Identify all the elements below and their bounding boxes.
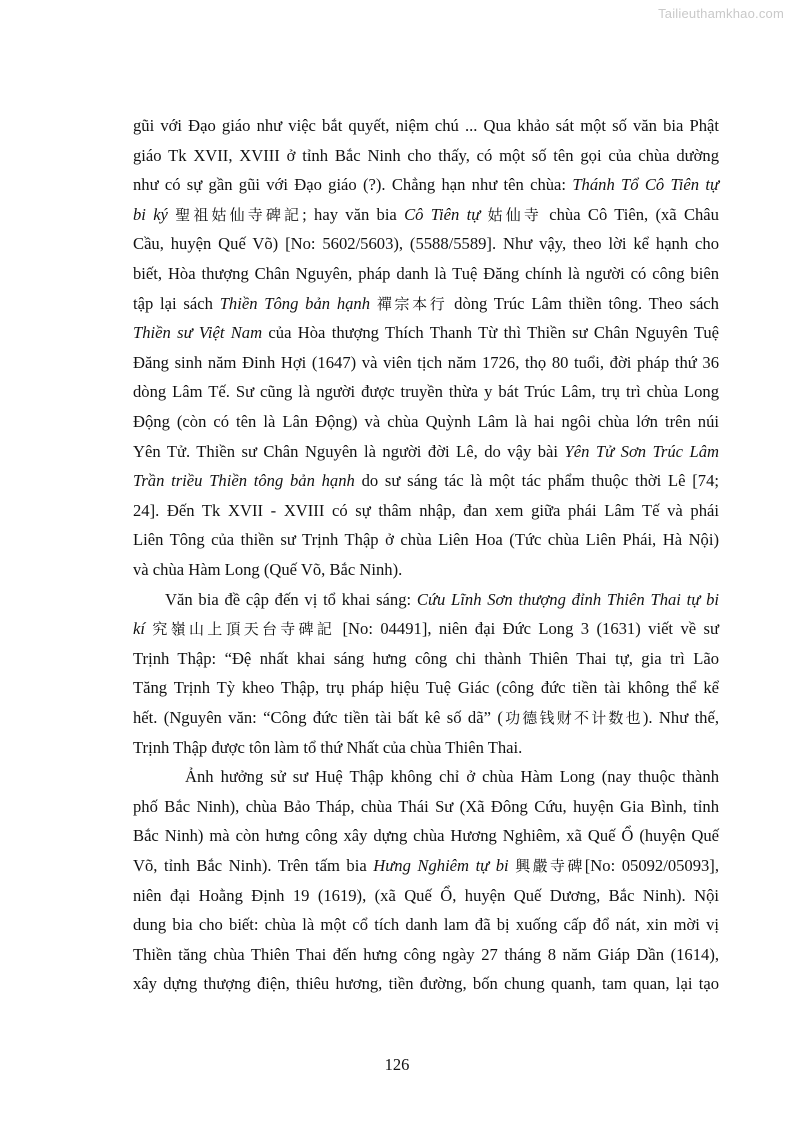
text-run: Ảnh hưởng sử sư Huệ Thập không chỉ ở chùa Hàm Long (nay thuộc thành [185,767,719,787]
text-run: như có sự gần gũi với Đạo giáo (?). Chẳng hạn như tên chùa: [133,175,573,195]
text-run: gũi với Đạo giáo như việc bắt quyết, niệm chú ... Qua khảo sát một số văn bia Phật [133,116,719,135]
text-run: xây dựng thượng điện, thiêu hương, tiền đường, bốn chung quanh, tam quan, lại tạo [133,974,719,994]
text-line [133,229,719,259]
italic-title: Thiền Tông bản hạnh [219,293,371,313]
han-nom-text: 興嚴寺碑 [515,857,585,875]
text-line [133,614,719,644]
page-number: 126 [384,1055,410,1074]
text-line [133,466,719,496]
text-line [133,703,719,733]
text-run: chùa Cô Tiên, (xã Châu [541,204,719,224]
text-run: Đăng sinh năm Đinh Hợi (1647) và viên tịch năm 1726, thọ 80 tuổi, đời pháp thứ 36 [133,352,719,372]
text-line [133,792,719,822]
text-line [133,437,719,467]
text-run: Bắc Ninh) mà còn hưng công xây dựng chùa Hương Nghiêm, xã Quế Ổ (huyện Quế [133,826,719,846]
text-line [133,851,719,881]
text-line [133,200,719,230]
text-run: Võ, tỉnh Bắc Ninh). Trên tấm bia [133,856,374,875]
italic-title: Thiền sư Việt Nam [133,323,263,343]
text-run: của Hòa thượng Thích Thanh Từ thì Thiền sư Chân Nguyên Tuệ [262,323,719,343]
watermark: Tailieuthamkhao.com [658,6,784,21]
text-run [480,205,487,224]
italic-title: Cô Tiên tự [404,204,481,224]
text-line [133,644,719,674]
text-run: Liên Tông của thiền sư Trịnh Thập ở chùa Liên Hoa (Tức chùa Liên Phái, Hà Nội) [133,530,719,550]
text-line [133,348,719,378]
text-run: [No: 04491], niên đại Đức Long 3 (1631) viết về sư [335,619,719,639]
text-line [133,289,719,319]
text-run: biết, Hòa thượng Chân Nguyên, pháp danh là Tuệ Đăng chính là người có công biên [133,264,719,283]
text-line [133,525,719,555]
text-run: ; hay văn bia [302,204,405,224]
text-line [133,170,719,200]
text-run: giáo Tk XVII, XVIII ở tỉnh Bắc Ninh cho thấy, có một số tên gọi của chùa dường [133,145,719,165]
text-line [133,496,719,526]
text-run: niên đại Hoằng Định 19 (1619), (xã Quế Ổ, huyện Quế Dương, Bắc Ninh). Nội [133,885,719,905]
text-run: Cầu, huyện Quế Võ) [No: 5602/5603), (5588/5589]. Như vậy, theo lời kể hạnh cho [133,234,719,254]
text-run: do sư sáng tác là một tác phẩm thuộc thời Lê [74; [354,471,719,491]
text-line [133,940,719,970]
text-run: dòng Trúc Lâm thiền tông. Theo sách [447,293,719,313]
italic-title: Thánh Tổ Cô Tiên tự [572,175,719,195]
text-run: dung bia cho biết: chùa là một cổ tích danh lam đã bị xuống cấp đổ nát, xin mời vị [133,915,719,935]
text-run: Trịnh Thập được tôn làm tổ thứ Nhất của chùa Thiên Thai. [133,737,523,757]
text-line [133,407,719,437]
han-nom-text: 究嶺山上頂天台寺碑記 [152,620,336,639]
italic-title: Cứu Lĩnh Sơn thượng đỉnh Thiên Thai tự bi [416,589,720,609]
han-nom-text: 功德钱财不计数也 [502,709,643,727]
han-nom-text: 聖祖姑仙寺碑記 [175,205,303,224]
text-run: phố Bắc Ninh), chùa Bảo Tháp, chùa Thái Sư (Xã Đông Cứu, huyện Gia Bình, tỉnh [133,796,719,816]
text-line [133,141,719,171]
text-line [133,555,719,585]
text-run: dòng Lâm Tế. Sư cũng là người được truyền thừa y bát Trúc Lâm, trụ trì chùa Long [133,382,719,402]
italic-title: Hưng Nghiêm tự bi [373,856,509,875]
italic-title: kí [133,619,145,639]
text-run: [No: 05092/05093], [584,856,719,875]
text-run: Yên Tử. Thiền sư Chân Nguyên là người đời Lê, do vậy bài [133,441,565,461]
text-run: Thiền tăng chùa Thiên Thai đến hưng công ngày 27 tháng 8 năm Giáp Dần (1614), [133,944,719,964]
text-line [133,762,719,792]
text-line [133,910,719,940]
text-line [133,111,719,141]
text-run [370,294,377,313]
text-line [133,821,719,851]
italic-title: Trần triều Thiền tông bản hạnh [133,471,355,491]
text-run: và chùa Hàm Long (Quế Võ, Bắc Ninh). [133,560,403,579]
text-run: 24]. Đến Tk XVII - XVIII có sự thâm nhập, đan xem giữa phái Lâm Tế và phái [133,500,719,520]
text-run: ). Như thế, [642,708,719,727]
text-run: tập lại sách [133,293,220,313]
text-line [133,318,719,348]
han-nom-text: 禪宗本行 [376,294,448,313]
text-line [133,733,719,763]
han-nom-text: 姑仙寺 [487,205,542,224]
text-line [133,969,719,999]
text-run: Văn bia đề cập đến vị tổ khai sáng: [165,589,417,609]
text-line [133,259,719,289]
text-line [133,585,719,615]
text-line [133,881,719,911]
text-run: Tăng Trịnh Tỳ kheo Thập, trụ pháp hiệu Tuệ Giác (công đức tiền tài không thể kể [133,678,719,698]
text-run: hết. (Nguyên văn: “Công đức tiền tài bất kê số dã” ( [133,708,503,727]
text-run: Động (còn có tên là Lân Động) và chùa Quỳnh Lâm là hai ngôi chùa lớn trên núi [133,412,719,431]
italic-title: bi ký [133,204,168,224]
text-line [133,377,719,407]
text-line [133,673,719,703]
text-run: Trịnh Thập: “Đệ nhất khai sáng hưng công chi thành Thiên Thai tự, gia trì Lão [133,648,719,668]
italic-title: Yên Tử Sơn Trúc Lâm [564,441,720,461]
